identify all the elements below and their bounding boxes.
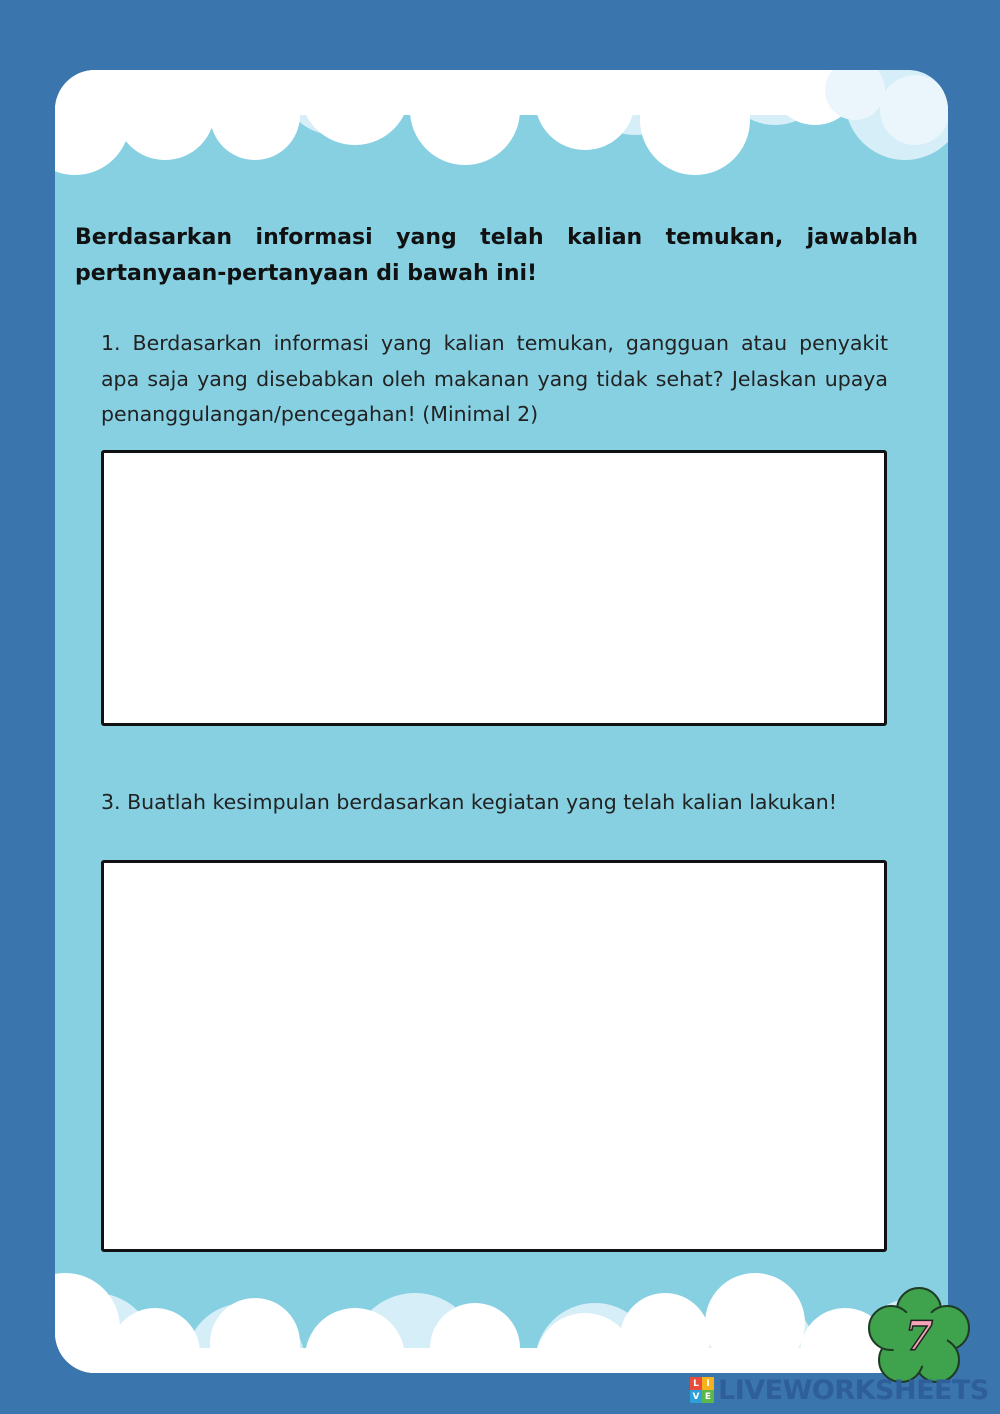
logo-letter-l: L — [690, 1377, 702, 1390]
logo-letter-v: V — [690, 1390, 702, 1403]
liveworksheets-logo-icon — [690, 1377, 714, 1403]
question-3: 3. Buatlah kesimpulan berdasarkan kegiatan yang telah kalian lakukan! — [101, 790, 837, 814]
cloud-border-bottom — [55, 1243, 948, 1373]
liveworksheets-brand[interactable] — [690, 1372, 989, 1408]
answer-box-3[interactable] — [101, 860, 887, 1252]
worksheet-card — [55, 70, 948, 1373]
brand-name: LIVEWORKSHEETS — [718, 1374, 989, 1406]
question-1: 1. Berdasarkan informasi yang kalian temukan, gangguan atau penyakit apa saja yang disebabkan oleh makanan yang tidak sehat? Jelaskan upaya penanggulangan/pencegahan! (Minimal 2) — [101, 331, 888, 426]
instruction-text: Berdasarkan informasi yang telah kalian temukan, jawablah pertanyaan-pertanyaan di bawah ini! — [75, 225, 918, 286]
page-number-badge — [867, 1286, 971, 1386]
cloud-border-top — [55, 70, 948, 200]
logo-letter-e: E — [702, 1390, 714, 1403]
logo-letter-i: I — [702, 1377, 714, 1390]
page-number: 7 — [905, 1312, 933, 1360]
answer-box-1[interactable] — [101, 450, 887, 726]
